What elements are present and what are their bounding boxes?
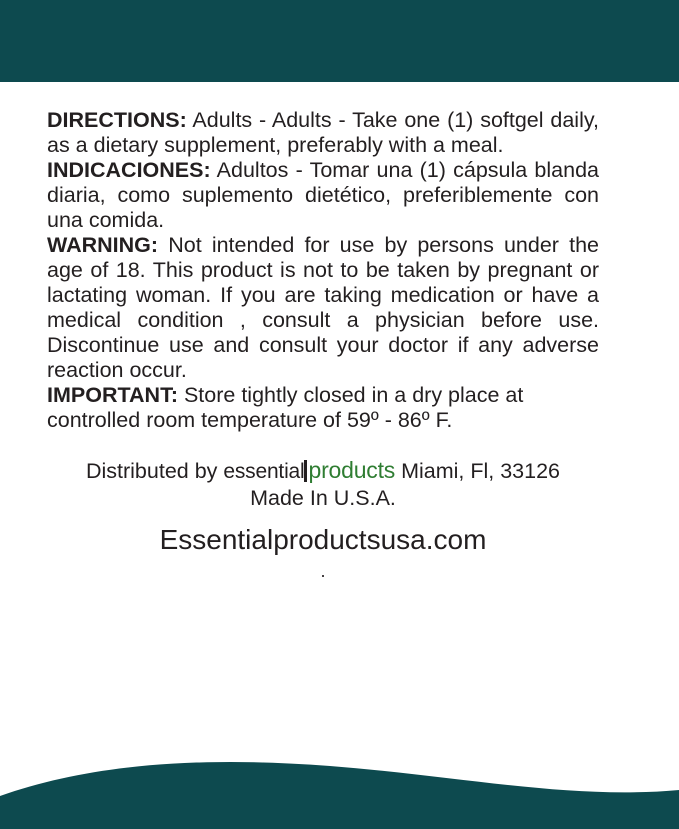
top-teal-band [0, 0, 679, 82]
directions-heading: DIRECTIONS: [47, 108, 187, 132]
distributed-by-line [47, 457, 599, 485]
brand-logo [223, 457, 395, 485]
label-text-content [47, 108, 599, 581]
made-in-line: Made In U.S.A. [250, 486, 396, 510]
warning-paragraph [47, 233, 599, 383]
distributed-suffix: Miami, Fl, 33126 [395, 459, 561, 483]
warning-heading: WARNING: [47, 233, 159, 257]
bottom-teal-wave [0, 704, 679, 829]
distributed-prefix: Distributed by [85, 459, 224, 483]
directions-paragraph [47, 108, 599, 158]
directions-body: Adults - Adults - Take one (1) softgel daily, as a dietary supplement, preferably with a meal. [47, 108, 599, 157]
warning-body: Not intended for use by persons under the age of 18. This product is not to be taken by pregnant or lactating woman. If you are taking medication or have a medical condition , consult a physician before use. Discontinue use and consult your doctor if any adverse reaction occur. [47, 233, 599, 382]
indicaciones-body: Adultos - Tomar una (1) cápsula blanda diaria, como suplemento dietético, preferiblemente con una comida. [47, 158, 599, 232]
brand-essential-text: essential [223, 460, 305, 483]
brand-products-text: products [308, 457, 396, 483]
indicaciones-paragraph [47, 158, 599, 233]
important-body: Store tightly closed in a dry place at controlled room temperature of 59º - 86º F. [47, 383, 524, 432]
indicaciones-heading: INDICACIONES: [47, 158, 211, 182]
important-paragraph [47, 383, 599, 433]
important-heading: IMPORTANT: [47, 383, 178, 407]
website-line: Essentialproductsusa.com [159, 524, 487, 555]
trailing-dot: . [320, 561, 326, 581]
